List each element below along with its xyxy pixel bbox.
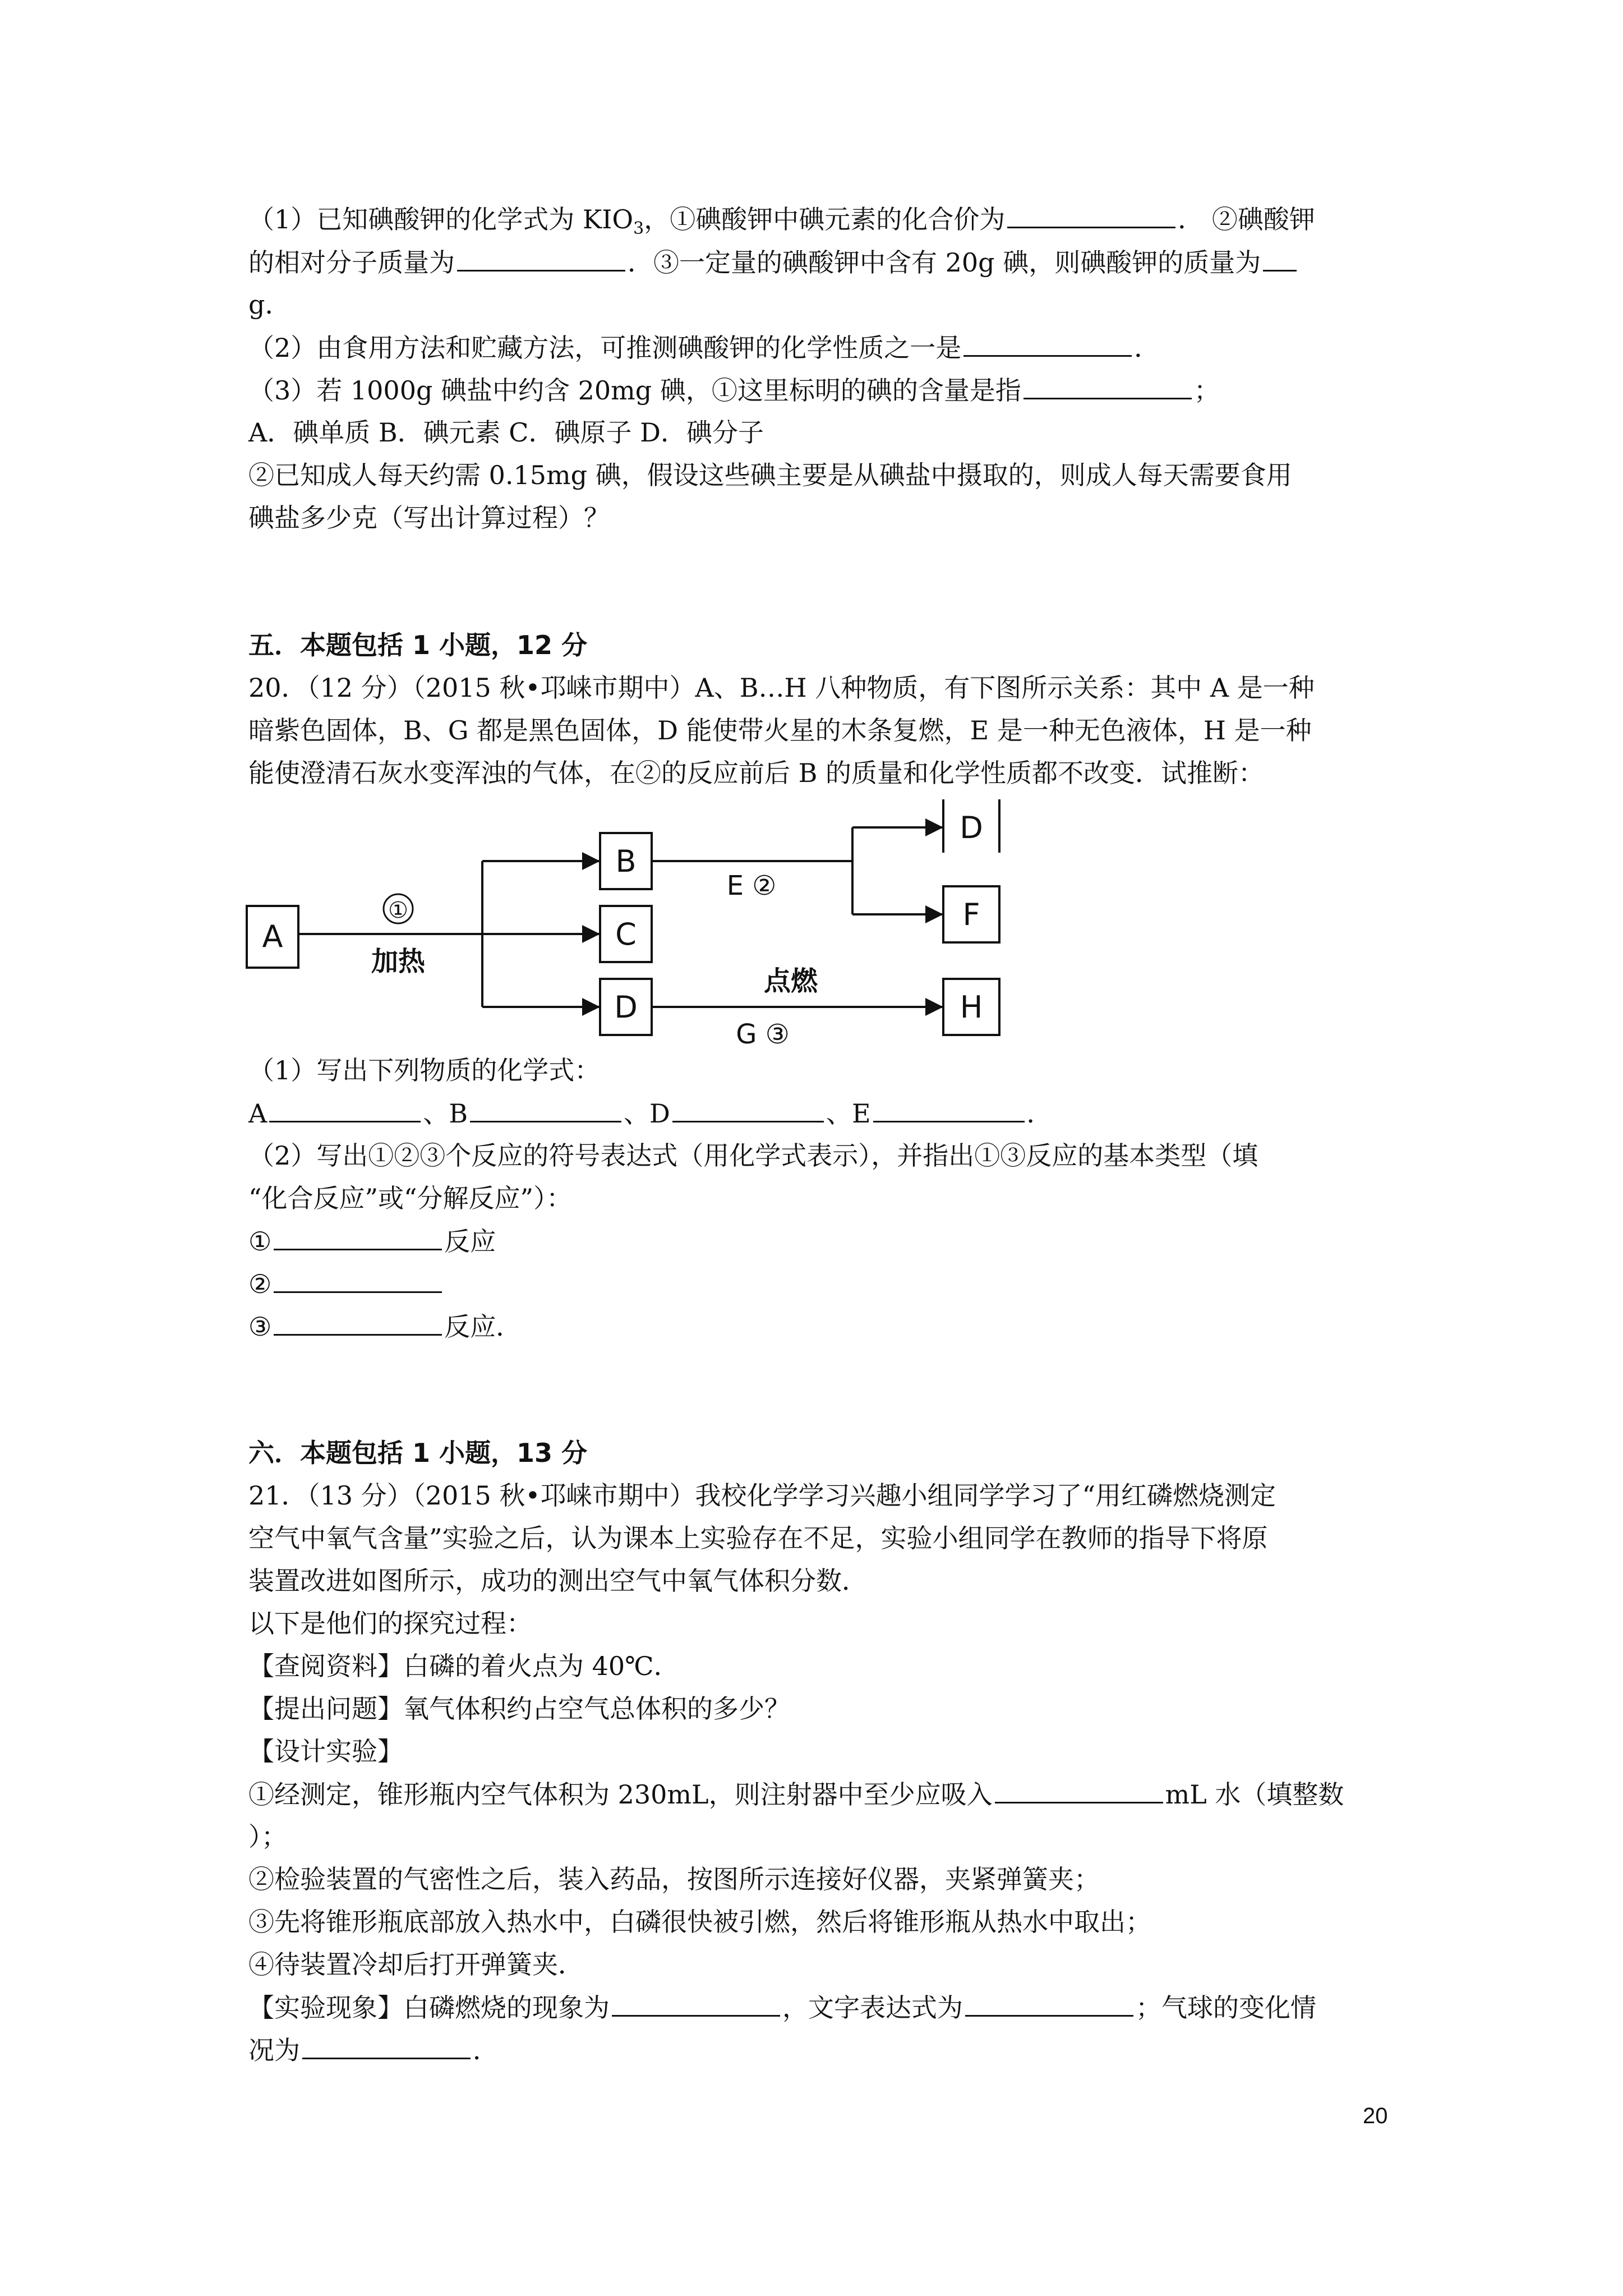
q19-part1-line3 [248,288,291,321]
condition-heat: 加热 [371,946,426,977]
q21-line14 [248,2033,499,2067]
answer-blank[interactable] [1007,202,1175,228]
reaction-marker: ① [248,1226,272,1257]
formula-label-B: 、B [423,1098,468,1129]
reaction-marker: ③ [248,1312,272,1342]
q21-line4: 以下是他们的探究过程： [248,1608,532,1639]
q21-text: 【实验现象】白磷燃烧的现象为 [248,1993,610,2023]
q20-sub2-line1: （2）写出①②③个反应的符号表达式（用化学式表示），并指出①③反应的基本类型（填 [248,1140,1258,1171]
q19-part2 [248,330,1160,365]
label-A: A [262,919,283,954]
reaction1-answer [248,1224,496,1258]
label-F: F [962,897,980,932]
q21-line3: 装置改进如图所示，成功的测出空气中氧气体积分数． [248,1566,868,1596]
answer-blank-E[interactable] [873,1096,1025,1122]
q20-line3: 能使澄清石灰水变浑浊的气体，在②的反应前后 B 的质量和化学性质都不改变．试推断： [248,758,1265,788]
q21-line2: 空气中氧气含量”实验之后，认为课本上实验存在不足，实验小组同学在教师的指导下将原 [248,1523,1268,1553]
q20-line2: 暗紫色固体，B、G 都是黑色固体，D 能使带火星的木条复燃，E 是一种无色液体，H 是一种 [248,715,1312,746]
answer-blank[interactable] [995,1777,1163,1803]
punctuation: ． [1026,1098,1053,1129]
reaction-diagram [241,797,1026,1066]
q21-line9: ）； [248,1821,287,1852]
q19-text: ． [1134,333,1160,363]
reaction3-answer [248,1309,522,1343]
q21-line6: 【提出问题】氧气体积约占空气总体积的多少？ [248,1694,790,1724]
q20-line1: 20．（12 分）（2015 秋•邛崃市期中）A、B…H 八种物质，有下图所示关系：其中 A 是一种 [248,673,1315,703]
answer-blank[interactable] [965,1990,1133,2017]
answer-blank[interactable] [274,1224,442,1250]
q20-sub2-line2: “化合反应”或“分解反应”）： [248,1183,573,1213]
q19-text: ； [1193,375,1220,406]
formula-label-E: 、E [826,1098,871,1129]
q20-formula-blanks [248,1096,1053,1130]
q21-line11: ③先将锥形瓶底部放入热水中，白磷很快被引燃，然后将锥形瓶从热水中取出； [248,1907,1151,1937]
q21-line8 [248,1777,1344,1811]
answer-blank[interactable] [302,2033,471,2059]
section5-heading: 五．本题包括 1 小题，12 分 [248,630,588,660]
answer-blank[interactable] [274,1309,442,1336]
section6-heading: 六．本题包括 1 小题，13 分 [248,1438,588,1468]
q21-line12: ④待装置冷却后打开弹簧夹． [248,1949,584,1980]
q19-part3 [248,373,1220,407]
label-D: D [614,990,638,1025]
q21-text: ，文字表达式为 [782,1993,963,2023]
q21-text: ；气球的变化情 [1136,1993,1316,2023]
label-B: B [615,844,637,879]
reagent-G-3: G ③ [736,1019,790,1050]
q21-text: mL 水（填整数 [1165,1779,1344,1810]
q19-part4-line1: ②已知成人每天约需 0.15mg 碘，假设这些碘主要是从碘盐中摄取的，则成人每天需要食用 [248,460,1292,490]
answer-blank[interactable] [612,1990,780,2017]
reaction-type-label: 反应 [444,1226,496,1257]
formula-label-A: A [248,1098,268,1129]
q19-options: A．碘单质 B．碘元素 C．碘原子 D．碘分子 [248,417,764,448]
q19-text: g． [248,289,291,320]
answer-blank-D[interactable] [672,1096,824,1122]
q21-line13 [248,1990,1316,2024]
answer-blank[interactable] [1263,245,1297,272]
q19-part1-line1 [248,202,1315,246]
label-D-top: D [960,810,983,845]
formula-label-D: 、D [624,1098,670,1129]
q19-part1-line2 [248,245,1299,279]
label-C: C [615,917,637,952]
q21-line10: ②检验装置的气密性之后，装入药品，按图所示连接好仪器，夹紧弹簧夹； [248,1864,1100,1894]
subscript: 3 [633,219,644,239]
q19-part4-line2: 碘盐多少克（写出计算过程）？ [248,503,610,533]
q21-text: 况为 [248,2035,300,2065]
q21-text: ①经测定，锥形瓶内空气体积为 230mL，则注射器中至少应吸入 [248,1779,993,1810]
q19-text: ，①碘酸钾中碘元素的化合价为 [644,204,1006,234]
q19-text: ． ②碘酸钾 [1178,204,1315,234]
reaction2-answer [248,1267,444,1301]
q19-text: （2）由食用方法和贮藏方法，可推测碘酸钾的化学性质之一是 [248,333,962,363]
reaction-type-label: 反应． [444,1312,522,1342]
q21-line1: 21．（13 分）（2015 秋•邛崃市期中）我校化学学习兴趣小组同学学习了“用红磷燃烧测定 [248,1480,1276,1511]
q21-line7: 【设计实验】 [248,1736,403,1766]
answer-blank-A[interactable] [269,1096,421,1122]
q19-text: （1）已知碘酸钾的化学式为 KIO [248,204,634,234]
q19-text: （3）若 1000g 碘盐中约含 20mg 碘，①这里标明的碘的含量是指 [248,375,1021,406]
q21-text: ． [473,2035,499,2065]
reaction-marker: ② [248,1269,272,1299]
answer-blank[interactable] [1023,373,1192,399]
reaction1-marker: ① [388,898,408,923]
answer-blank[interactable] [274,1267,442,1293]
answer-blank-B[interactable] [470,1096,621,1122]
label-H: H [960,990,983,1025]
condition-ignite: 点燃 [763,965,818,997]
answer-blank[interactable] [457,245,625,272]
answer-blank[interactable] [963,330,1132,357]
q21-line5: 【查阅资料】白磷的着火点为 40℃． [248,1651,680,1681]
reagent-E-2: E ② [726,870,777,901]
q19-text: 的相对分子质量为 [248,247,455,278]
q20-sub1: （1）写出下列物质的化学式： [248,1055,601,1085]
q19-text: ．③一定量的碘酸钾中含有 20g 碘，则碘酸钾的质量为 [628,247,1261,278]
page-number: 20 [1363,2104,1388,2128]
